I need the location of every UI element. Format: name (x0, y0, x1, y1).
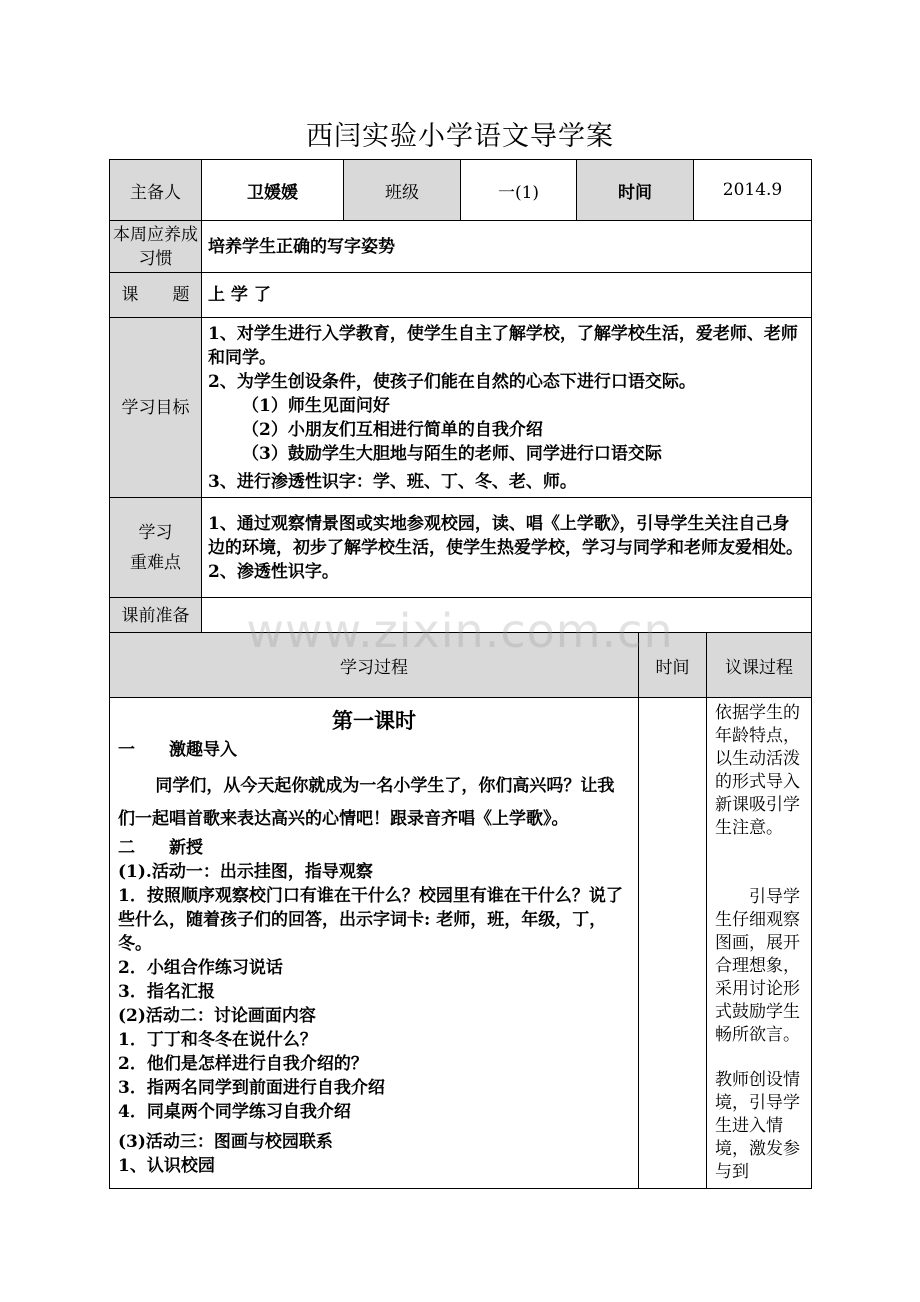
goals-line: （3）鼓励学生大胆地与陌生的老师、同学进行口语交际 (242, 443, 662, 464)
process-line: 同学们，从今天起你就成为一名小学生了，你们高兴吗？让我们一起唱首歌来表达高兴的心情吧！跟录音齐唱《上学歌》。 (118, 776, 615, 829)
review-header: 议课过程 (707, 633, 812, 698)
process-line: 2．他们是怎样进行自我介绍的？ (118, 1054, 368, 1074)
preparer-label: 主备人 (110, 160, 202, 221)
lesson-title: 第一课时 (332, 708, 416, 733)
process-line: 一 激趣导入 (118, 740, 237, 760)
process-line: (2)活动二：讨论画面内容 (118, 1006, 316, 1026)
prep-value (202, 598, 812, 634)
process-line: 1．丁丁和冬冬在说什么？ (118, 1030, 317, 1050)
process-table (109, 632, 812, 1189)
goals-content (202, 318, 812, 498)
topic-row (110, 273, 812, 318)
process-line: 2．小组合作练习说话 (118, 958, 283, 978)
goals-line: 2、为学生创设条件，使孩子们能在自然的心态下进行口语交际。 (208, 371, 696, 392)
time-label: 时间 (577, 160, 694, 221)
process-line: 1．按照顺序观察校门口有谁在干什么？校园里有谁在干什么？说了些什么，随着孩子们的回答，出示字词卡: 老师，班，年级，丁，冬。 (118, 886, 623, 954)
difficulties-label: 学习 重难点 (110, 498, 202, 598)
process-line: 3．指名汇报 (118, 982, 215, 1002)
process-line: 二 新授 (118, 838, 203, 858)
difficulties-line: 2、渗透性识字。 (208, 561, 339, 582)
goals-label: 学习目标 (110, 318, 202, 498)
time-header: 时间 (639, 633, 707, 698)
process-header: 学习过程 (110, 633, 639, 698)
difficulties-row (110, 498, 812, 598)
page-title: 西闫实验小学语文导学案 (306, 121, 614, 152)
header-row (110, 160, 812, 221)
class-value: 一(1) (461, 160, 577, 221)
topic-value: 上 学 了 (202, 273, 812, 318)
process-line: (1).活动一：出示挂图，指导观察 (118, 862, 373, 882)
review-notes (707, 698, 812, 1189)
prep-label: 课前准备 (110, 598, 202, 634)
watermark: www.zixin.com.cn (246, 604, 674, 658)
process-header-row (110, 633, 812, 698)
habit-label: 本周应养成习惯 (110, 221, 202, 273)
review-note: 依据学生的年龄特点，以生动活泼的形式导入新课吸引学生注意。 (715, 703, 800, 838)
goals-row (110, 318, 812, 498)
topic-label: 课 题 (110, 273, 202, 318)
time-value: 2014.9 (694, 160, 812, 221)
goals-line: （1）师生见面问好 (242, 395, 390, 416)
goals-line: 3、进行渗透性识字：学、班、丁、冬、老、师。 (208, 471, 577, 492)
process-line: 3．指两名同学到前面进行自我介绍 (118, 1078, 385, 1098)
class-label: 班级 (344, 160, 461, 221)
prep-row (110, 598, 812, 634)
process-content (110, 698, 639, 1189)
info-table (109, 159, 812, 634)
goals-line: （2）小朋友们互相进行简单的自我介绍 (242, 419, 543, 440)
review-note: 教师创设情境，引导学生进入情境，激发参与到 (715, 1070, 800, 1182)
process-body-row (110, 698, 812, 1189)
goals-line: 1、对学生进行入学教育，使学生自主了解学校，了解学校生活，爱老师、老师和同学。 (208, 323, 798, 368)
process-line: 4．同桌两个同学练习自我介绍 (118, 1102, 351, 1122)
time-column (639, 698, 707, 1189)
review-note: 引导学生仔细观察图画，展开合理想象，采用讨论形式鼓励学生畅所欲言。 (715, 887, 800, 1045)
habit-value: 培养学生正确的写字姿势 (202, 221, 812, 273)
process-line: (3)活动三：图画与校园联系 (118, 1132, 333, 1152)
habit-row (110, 221, 812, 273)
process-line: 1、认识校园 (118, 1156, 215, 1176)
difficulties-line: 1、通过观察情景图或实地参观校园，读、唱《上学歌》，引导学生关注自己身边的环境，初步了解学校生活，使学生热爱学校，学习与同学和老师友爱相处。 (208, 513, 803, 558)
preparer-value: 卫媛媛 (202, 160, 344, 221)
difficulties-content (202, 498, 812, 598)
